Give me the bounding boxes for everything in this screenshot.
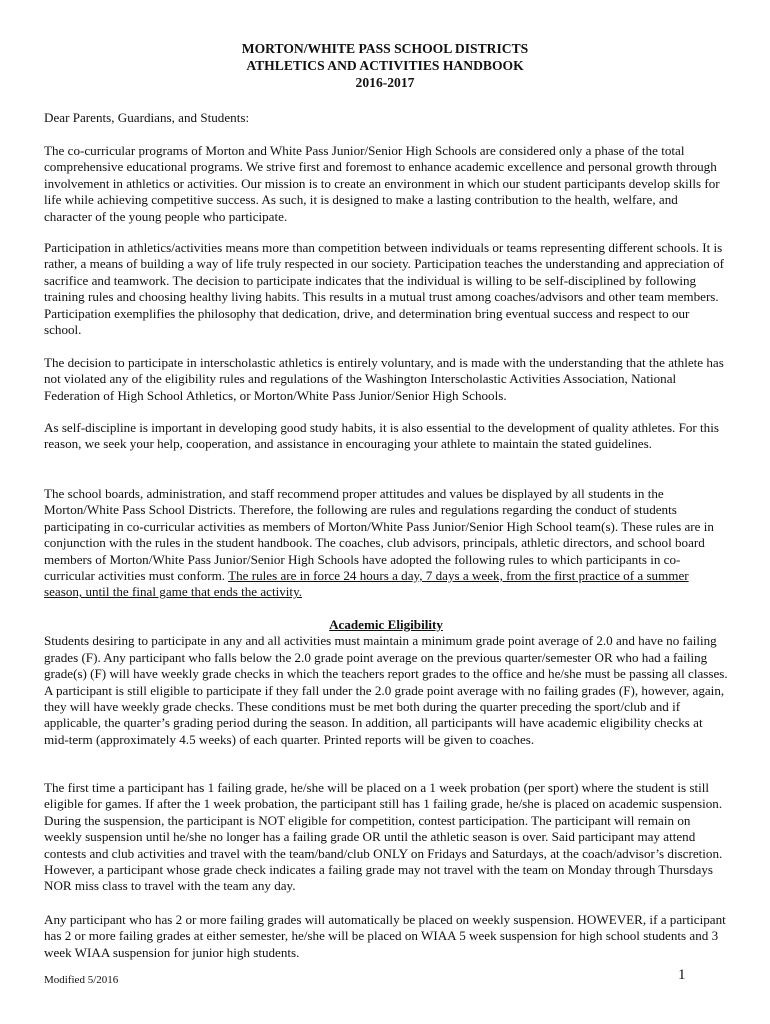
paragraph-text: Participation in athletics/activities means more than competition between individuals or teams representing different schools. It is rather, a means of building a way of life truly respected in our society. Participation teaches the understanding and appreciation of sacrifice and teamwork. The decision to participate indicates that the individual is willing to be self-disciplined by following training rules and choosing healthy living habits. This results in a mutual trust among coaches/advisors and other team members. Participation exemplifies the philosophy that dedication, drive, and determination bring eventual success and respect to our school. <box>44 240 724 338</box>
section-heading: Academic Eligibility <box>329 617 443 632</box>
paragraph-text: As self-discipline is important in developing good study habits, it is also essential to the development of quality athletes. For this reason, we seek your help, cooperation, and assistance in encouraging your athlete to maintain the stated guidelines. <box>44 420 719 452</box>
header-title-line2: ATHLETICS AND ACTIVITIES HANDBOOK <box>246 58 524 73</box>
academic-eligibility-section <box>44 617 728 748</box>
paragraph-3 <box>44 355 728 404</box>
footer-modified-date: Modified 5/2016 <box>44 974 119 986</box>
salutation-block <box>44 110 728 126</box>
document-header <box>0 40 770 91</box>
paragraph-text: The decision to participate in interscholastic athletics is entirely voluntary, and is made with the understanding that the athlete has not violated any of the eligibility rules and regulations of the Washington Interscholastic Activities Association, National Federation of High School Athletics, or Morton/White Pass Junior/Senior High Schools. <box>44 355 724 403</box>
paragraph-1 <box>44 143 728 225</box>
header-title-line1: MORTON/WHITE PASS SCHOOL DISTRICTS <box>241 41 529 56</box>
academic-paragraph-3-block <box>44 912 728 961</box>
footer-page-number: 1 <box>678 967 686 983</box>
salutation: Dear Parents, Guardians, and Students: <box>44 110 250 125</box>
paragraph-2 <box>44 240 728 338</box>
paragraph-5-main-text: The school boards, administration, and staff recommend proper attitudes and values be displayed by all students in the Morton/White Pass School Districts. Therefore, the following are rules and regulations regarding the conduct of students participating in co-curricular activities as members of Morton/White Pass Junior/Senior High School team(s). These rules are in conjunction with the rules in the student handbook. The coaches, club advisors, principals, athletic directors, and school board members of Morton/White Pass Junior/Senior High Schools have adopted the following rules to which participants in co-curricular activities must conform. <box>44 486 714 584</box>
academic-paragraph-2: The first time a participant has 1 failing grade, he/she will be placed on a 1 week probation (per sport) where the student is still eligible for games. If after the 1 week probation, the participant still has 1 failing grade, he/she is placed on academic suspension. During the suspension, the participant is NOT eligible for competition, contest participation. The participant will remain on weekly suspension until he/she no longer has a failing grade OR until the athletic season is over. Said participant may attend contests and club activities and travel with the team/band/club ONLY on Fridays and Saturdays, at the coach/advisor’s discretion. However, a participant whose grade check indicates a failing grade may not travel with the team on Monday through Thursdays NOR miss class to travel with the team any day. <box>44 780 723 894</box>
paragraph-4 <box>44 420 728 453</box>
paragraph-5 <box>44 486 728 601</box>
academic-paragraph-3: Any participant who has 2 or more failing grades will automatically be placed on weekly suspension. HOWEVER, if a participant has 2 or more failing grades at either semester, he/she will be placed on WIAA 5 week suspension for high school students and 3 week WIAA suspension for junior high students. <box>44 912 726 960</box>
academic-paragraph-1: Students desiring to participate in any and all activities must maintain a minimum grade point average of 2.0 and have no failing grades (F). Any participant who falls below the 2.0 grade point average on the previous quarter/semester OR who had a failing grade(s) (F) will have weekly grade checks in which the teachers report grades to the office and he/she must be passing all classes. A participant is still eligible to participate if they fall under the 2.0 grade point average with no failing grades (F), however, again, they will have weekly grade checks. These conditions must be met both during the quarter preceding the sport/club and if applicable, the quarter’s grading period during the season. In addition, all participants will have academic eligibility checks at mid-term (approximately 4.5 weeks) of each quarter. Printed reports will be given to coaches. <box>44 633 728 747</box>
header-title-year: 2016-2017 <box>355 75 415 90</box>
paragraph-text: The co-curricular programs of Morton and White Pass Junior/Senior High Schools are considered only a phase of the total comprehensive educational programs. We strive first and foremost to enhance academic excellence and personal growth through involvement in athletics or activities. Our mission is to create an environment in which our student participants develop skills for life while achieving competitive success. As such, it is designed to make a lasting contribution to the health, welfare, and character of the young people who participate. <box>44 143 720 224</box>
academic-paragraph-2-block <box>44 780 728 895</box>
paragraph-text <box>44 486 728 601</box>
paragraph-5-underlined-text: The rules are in force 24 hours a day, 7 days a week, from the first practice of a summer season, until the final game that ends the activity. <box>44 568 689 600</box>
